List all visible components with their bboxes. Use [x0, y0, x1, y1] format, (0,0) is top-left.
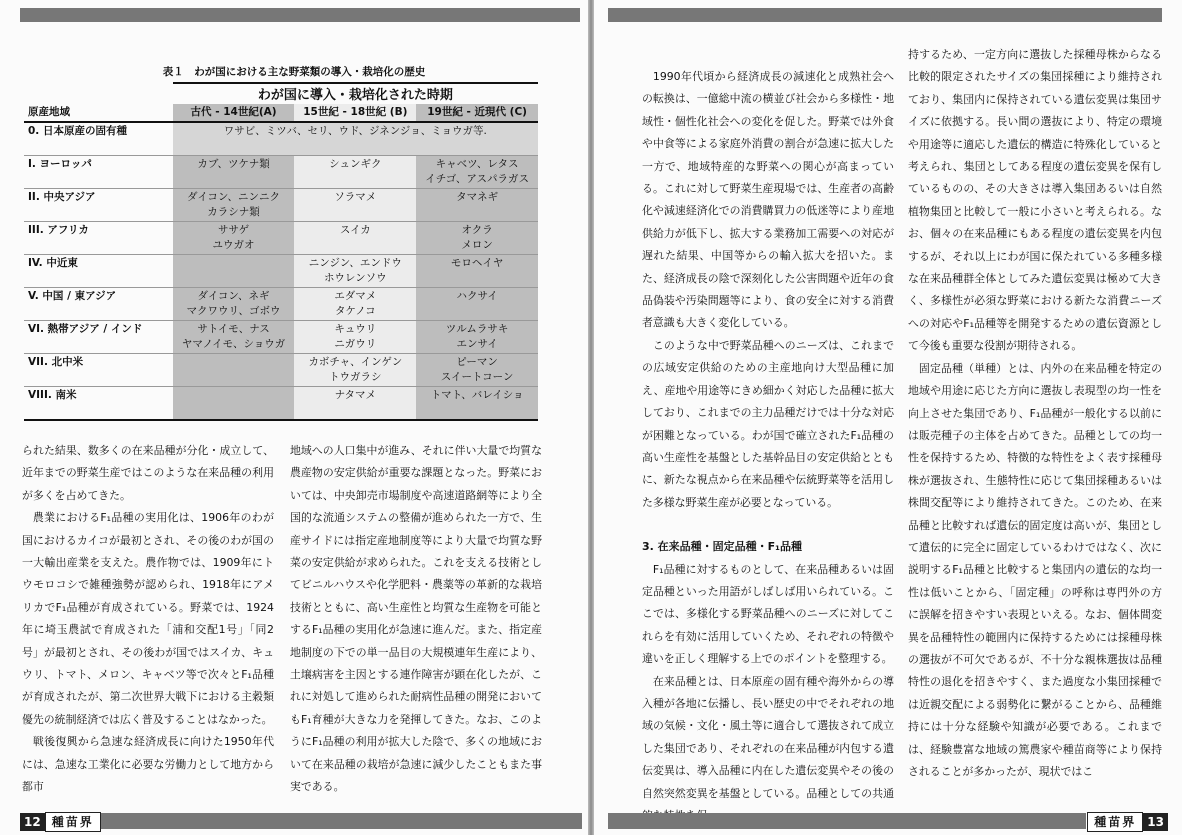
crop-line: ナタマメ: [334, 389, 377, 401]
era-c-cell: [416, 387, 538, 421]
paragraph: 1990年代頃から経済成長の減速化と成熟社会への転換は、一億総中流の横並び社会から多様性・地域性・個性化社会への変化を促した。野菜では外食や中食等による家庭外消費の割合が急速に拡大した一方で、地域特産的な野菜への関心が高まっている。これに対して野菜生産現場では、生産者の高齢化や減速経済化での消費購買力の低迷等により産地供給力が低下し、拡大する業務加工需要への対応が遅れた結果、中国等からの輸入拡大を招いた。また、経済成長の陰で深刻化した公害問題や近年の食品偽装や汚染問題等により、食の安全に対する消費者意識も大きく変化している。: [642, 70, 894, 330]
folio: [20, 812, 101, 830]
crop-line: シュンギク: [329, 158, 382, 170]
crop-line: キュウリ: [334, 323, 377, 335]
crop-line: ダイコン、ネギ: [197, 290, 270, 302]
region-cell: 0. 日本原産の固有種: [24, 122, 173, 156]
paragraph: 持するため、一定方向に選抜した採種母株からなる比較的限定されたサイズの集団採種により維持されており、集団内に保持されている遺伝変異は集団サイズに依拠する。長い間の選抜により、特定の環境や用途等に適応した遺伝的構造に特殊化していると考えられ、集団としてある程度の遺伝変異を保有しているものの、その大きさは導入集団あるいは自然植物集団と比較して一般に小さいと考えられる。なお、個々の在来品種にもある程度の遺伝変異を内包するが、それ以上にわが国に保たれている多種多様な在来品種群全体としてみた遺伝変異は極めて大きく、多様性が必須な野菜における新たな消費ニーズへの対応やF₁品種等を開発するための遺伝資源として今後も重要な役割が期待される。: [908, 48, 1162, 353]
region-cell: IV. 中近東: [24, 255, 173, 288]
crop-line: メロン: [461, 239, 493, 251]
crop-line: サトイモ、ナス: [197, 323, 270, 335]
left-page: [0, 0, 588, 835]
crop-line: ハクサイ: [456, 290, 498, 302]
region-cell: III. アフリカ: [24, 222, 173, 255]
magazine-name: 種苗界: [1087, 812, 1143, 832]
section-heading: 3. 在来品種・固定品種・F₁品種: [642, 540, 802, 554]
table-row: [24, 255, 538, 288]
era-b-cell: [294, 321, 416, 354]
table-body: [24, 156, 538, 421]
era-a-cell: [173, 156, 295, 189]
crop-line: エンサイ: [456, 338, 498, 350]
table-era-title-row: [24, 83, 538, 104]
era-c-cell: [416, 156, 538, 189]
table-caption: 表１ わが国における主な野菜類の導入・栽培化の歴史: [162, 66, 426, 78]
page-number: 12: [20, 813, 45, 831]
era-c-cell: [416, 354, 538, 387]
paragraph: 固定品種（単種）とは、内外の在来品種を特定の地域や用途に応じた方向に選抜し表現型の均一性を向上させた集団であり、F₁品種が一般化する以前には販売種子の主体を占めてきた。品種としての均一性を保持するため、特徴的な特性をよく表す採種母株が選抜され、生態特性に応じて集団採種あるいは株間交配等により維持されてきた。このため、在来品種と比較すれば遺伝的固定度は高いが、集団として遺伝的に完全に固定しているわけではなく、次に説明するF₁品種と比較すると集団内の遺伝的な均一性は低いことから、「固定種」の呼称は専門外の方に誤解を招きやすい表現といえる。なお、個体間変異を品種特性の範囲内に保持するためには採種母株の選抜が不可欠であるが、不十分な親株選抜は品種特性の退化を招きやすく、また過度な小集団採種では近親交配による弱勢化に繋がることから、品種維持には十分な経験や知識が必要である。これまでは、経験豊富な地域の篤農家や種苗商等により保持されることが多かったが、現状ではこ: [908, 361, 1162, 778]
crop-line: トマト、バレイショ: [430, 389, 524, 401]
crop-line: ホウレンソウ: [323, 272, 387, 284]
crop-line: カボチャ、インゲン: [308, 356, 403, 368]
era-c-cell: [416, 222, 538, 255]
crop-line: オクラ: [461, 224, 493, 236]
era-a-cell: [173, 321, 295, 354]
crop-line: ユウガオ: [212, 239, 255, 251]
crop-line: ヤマノイモ、ショウガ: [181, 338, 286, 350]
region-cell: VII. 北中米: [24, 354, 173, 387]
left-column-2: [290, 440, 542, 799]
era-c-cell: [416, 321, 538, 354]
right-column-1: [642, 66, 894, 827]
left-column-1: [22, 440, 274, 799]
region-cell: VIII. 南米: [24, 387, 173, 421]
era-b-cell: [294, 156, 416, 189]
crop-line: カブ、ツケナ類: [197, 158, 270, 170]
era-c-cell: [416, 189, 538, 222]
bottom-rule-bar: [608, 813, 1086, 829]
era-b-cell: [294, 354, 416, 387]
crop-line: マクワウリ、ゴボウ: [186, 305, 281, 317]
crop-line: キャベツ、レタス: [435, 158, 519, 170]
crop-line: モロヘイヤ: [450, 257, 504, 269]
era-a-cell: [173, 222, 295, 255]
region-cell: VI. 熱帯アジア / インド: [24, 321, 173, 354]
table-row: [24, 321, 538, 354]
paragraph: 戦後復興から急速な経済成長に向けた1950年代には、急速な工業化に必要な労働力として地方から都市: [22, 735, 274, 794]
vegetable-history-table: [24, 82, 538, 421]
table-row: [24, 222, 538, 255]
crop-line: スイートコーン: [440, 371, 514, 383]
crop-line: スイカ: [339, 224, 371, 236]
crop-line: ニンジン、エンドウ: [308, 257, 402, 269]
table-row: [24, 288, 538, 321]
crop-line: ダイコン、ニンニク: [187, 191, 281, 203]
crop-line: ソラマメ: [334, 191, 377, 203]
era-b-cell: [294, 189, 416, 222]
crop-line: タケノコ: [334, 305, 376, 317]
table-row-native: [24, 122, 538, 156]
era-a-cell: [173, 288, 295, 321]
table-header-row: [24, 104, 538, 122]
bottom-rule-bar: [62, 813, 582, 829]
table-row: [24, 387, 538, 421]
era-a-cell: [173, 354, 295, 387]
era-b-cell: [294, 288, 416, 321]
crop-line: ササゲ: [218, 224, 250, 236]
paragraph: 在来品種とは、日本原産の固有種や海外からの導入種が各地に伝播し、長い歴史の中でそれぞれの地域の気候・文化・風土等に適合して選抜されて成立した集団であり、それぞれの在来品種が内包する遺伝変異は、導入品種に内在した遺伝変異やその後の自然突然変異を基盤としている。品種としての共通: [642, 674, 894, 800]
era-header-c: 19世紀 - 近現代 (C): [416, 104, 538, 122]
region-cell: II. 中央アジア: [24, 189, 173, 222]
era-a-cell: [173, 255, 295, 288]
crop-line: ニガウリ: [334, 338, 377, 350]
table-row: [24, 354, 538, 387]
paragraph: られた結果、数多くの在来品種が分化・成立して、近年までの野菜生産ではこのような在来品種の利用が多くを占めてきた。: [22, 444, 274, 502]
magazine-name: 種苗界: [45, 812, 101, 832]
paragraph: 農業におけるF₁品種の実用化は、1906年のわが国におけるカイコが最初とされ、その後のわが国の一大輸出産業を支えた。農作物では、1909年にトウモロコシで雑種強勢が認められ、1918年にアメリカでF₁品種が育成されている。野菜では、1924年に埼玉農試で育成された「浦和交配1号」「同2号」が最初とされ、その後わが国ではスイカ、キュウリ、トマト、メロン、キャベツ等で次々とF₁品種が育成されたが、第二次世界大戦下における主穀類優先の統制経済では広く普及することはなかった。: [22, 511, 274, 726]
region-cell: I. ヨーロッパ: [24, 156, 173, 189]
top-rule-bar: [20, 8, 580, 22]
era-c-cell: [416, 288, 538, 321]
folio: [1087, 812, 1168, 830]
paragraph: 地域への人口集中が進み、それに伴い大量で均質な農産物の安定供給が重要な課題となった。野菜においては、中央卸売市場制度や高速道路網等により全国的な流通システムの整備が進められた一方で、生産サイドには指定産地制度等により大量で均質な野菜の安定供給が求められた。これを支える技術としてビニルハウスや化学肥料・農薬等の革新的な栽培技術とともに、高い生産性と均質な生産物を可能とするF₁品種の実用化が急速に進んだ。また、指定産地制度の下での単一品目の大規模連年生産により、土壌病害を主因とする連作障害が顕在化したが、これに対処して進められた耐病性品種の開発においてもF₁育種が大きな力を発揮してきた。なお、このようにF₁品種の利用が拡大した陰で、多くの地域において在来品種の栽培が急速に減少したこともまた事実である。: [290, 444, 542, 794]
crop-line: ピーマン: [456, 356, 498, 368]
era-header-b: 15世紀 - 18世紀 (B): [294, 104, 416, 122]
native-crops-cell: ワサビ、ミツバ、セリ、ウド、ジネンジョ、ミョウガ等.: [173, 122, 538, 156]
era-b-cell: [294, 222, 416, 255]
crop-line: トウガラシ: [329, 371, 382, 383]
paragraph: このような中で野菜品種へのニーズは、これまでの広域安定供給のための主産地向け大型品種に加え、産地や用途等にきめ細かく対応した品種に拡大しており、これまでの主力品種だけでは十分な対応が困難となっている。わが国で確立されたF₁品種の高い生産性を基盤とした基幹品目の安定供給とともに、新たな視点から在来品種や伝統野菜等を活用した多様な野菜生産が必要となっている。: [642, 338, 894, 509]
paragraph: F₁品種に対するものとして、在来品種あるいは固定品種といった用語がしばしば用いられている。ここでは、多様化する野菜品種へのニーズに対してこれらを有効に活用していくため、それぞれの特徴や違いを正しく理解する上でのポイントを整理する。: [642, 562, 894, 666]
right-page: [594, 0, 1182, 835]
crop-line: イチゴ、アスパラガス: [425, 173, 529, 185]
era-b-cell: [294, 255, 416, 288]
crop-line: タマネギ: [456, 191, 499, 203]
era-title: わが国に導入・栽培化された時期: [173, 83, 538, 104]
era-header-a: 古代 - 14世紀(A): [173, 104, 295, 122]
top-rule-bar: [608, 8, 1162, 22]
crop-line: ツルムラサキ: [445, 323, 509, 335]
region-header: 原産地域: [24, 104, 173, 122]
crop-line: カラシナ類: [207, 206, 260, 218]
table-row: [24, 156, 538, 189]
era-b-cell: [294, 387, 416, 421]
era-a-cell: [173, 189, 295, 222]
crop-line: エダマメ: [334, 290, 377, 302]
page-number: 13: [1143, 813, 1168, 831]
era-c-cell: [416, 255, 538, 288]
table-row: [24, 189, 538, 222]
right-column-2: [908, 44, 1162, 783]
region-cell: V. 中国 / 東アジア: [24, 288, 173, 321]
era-a-cell: [173, 387, 295, 421]
